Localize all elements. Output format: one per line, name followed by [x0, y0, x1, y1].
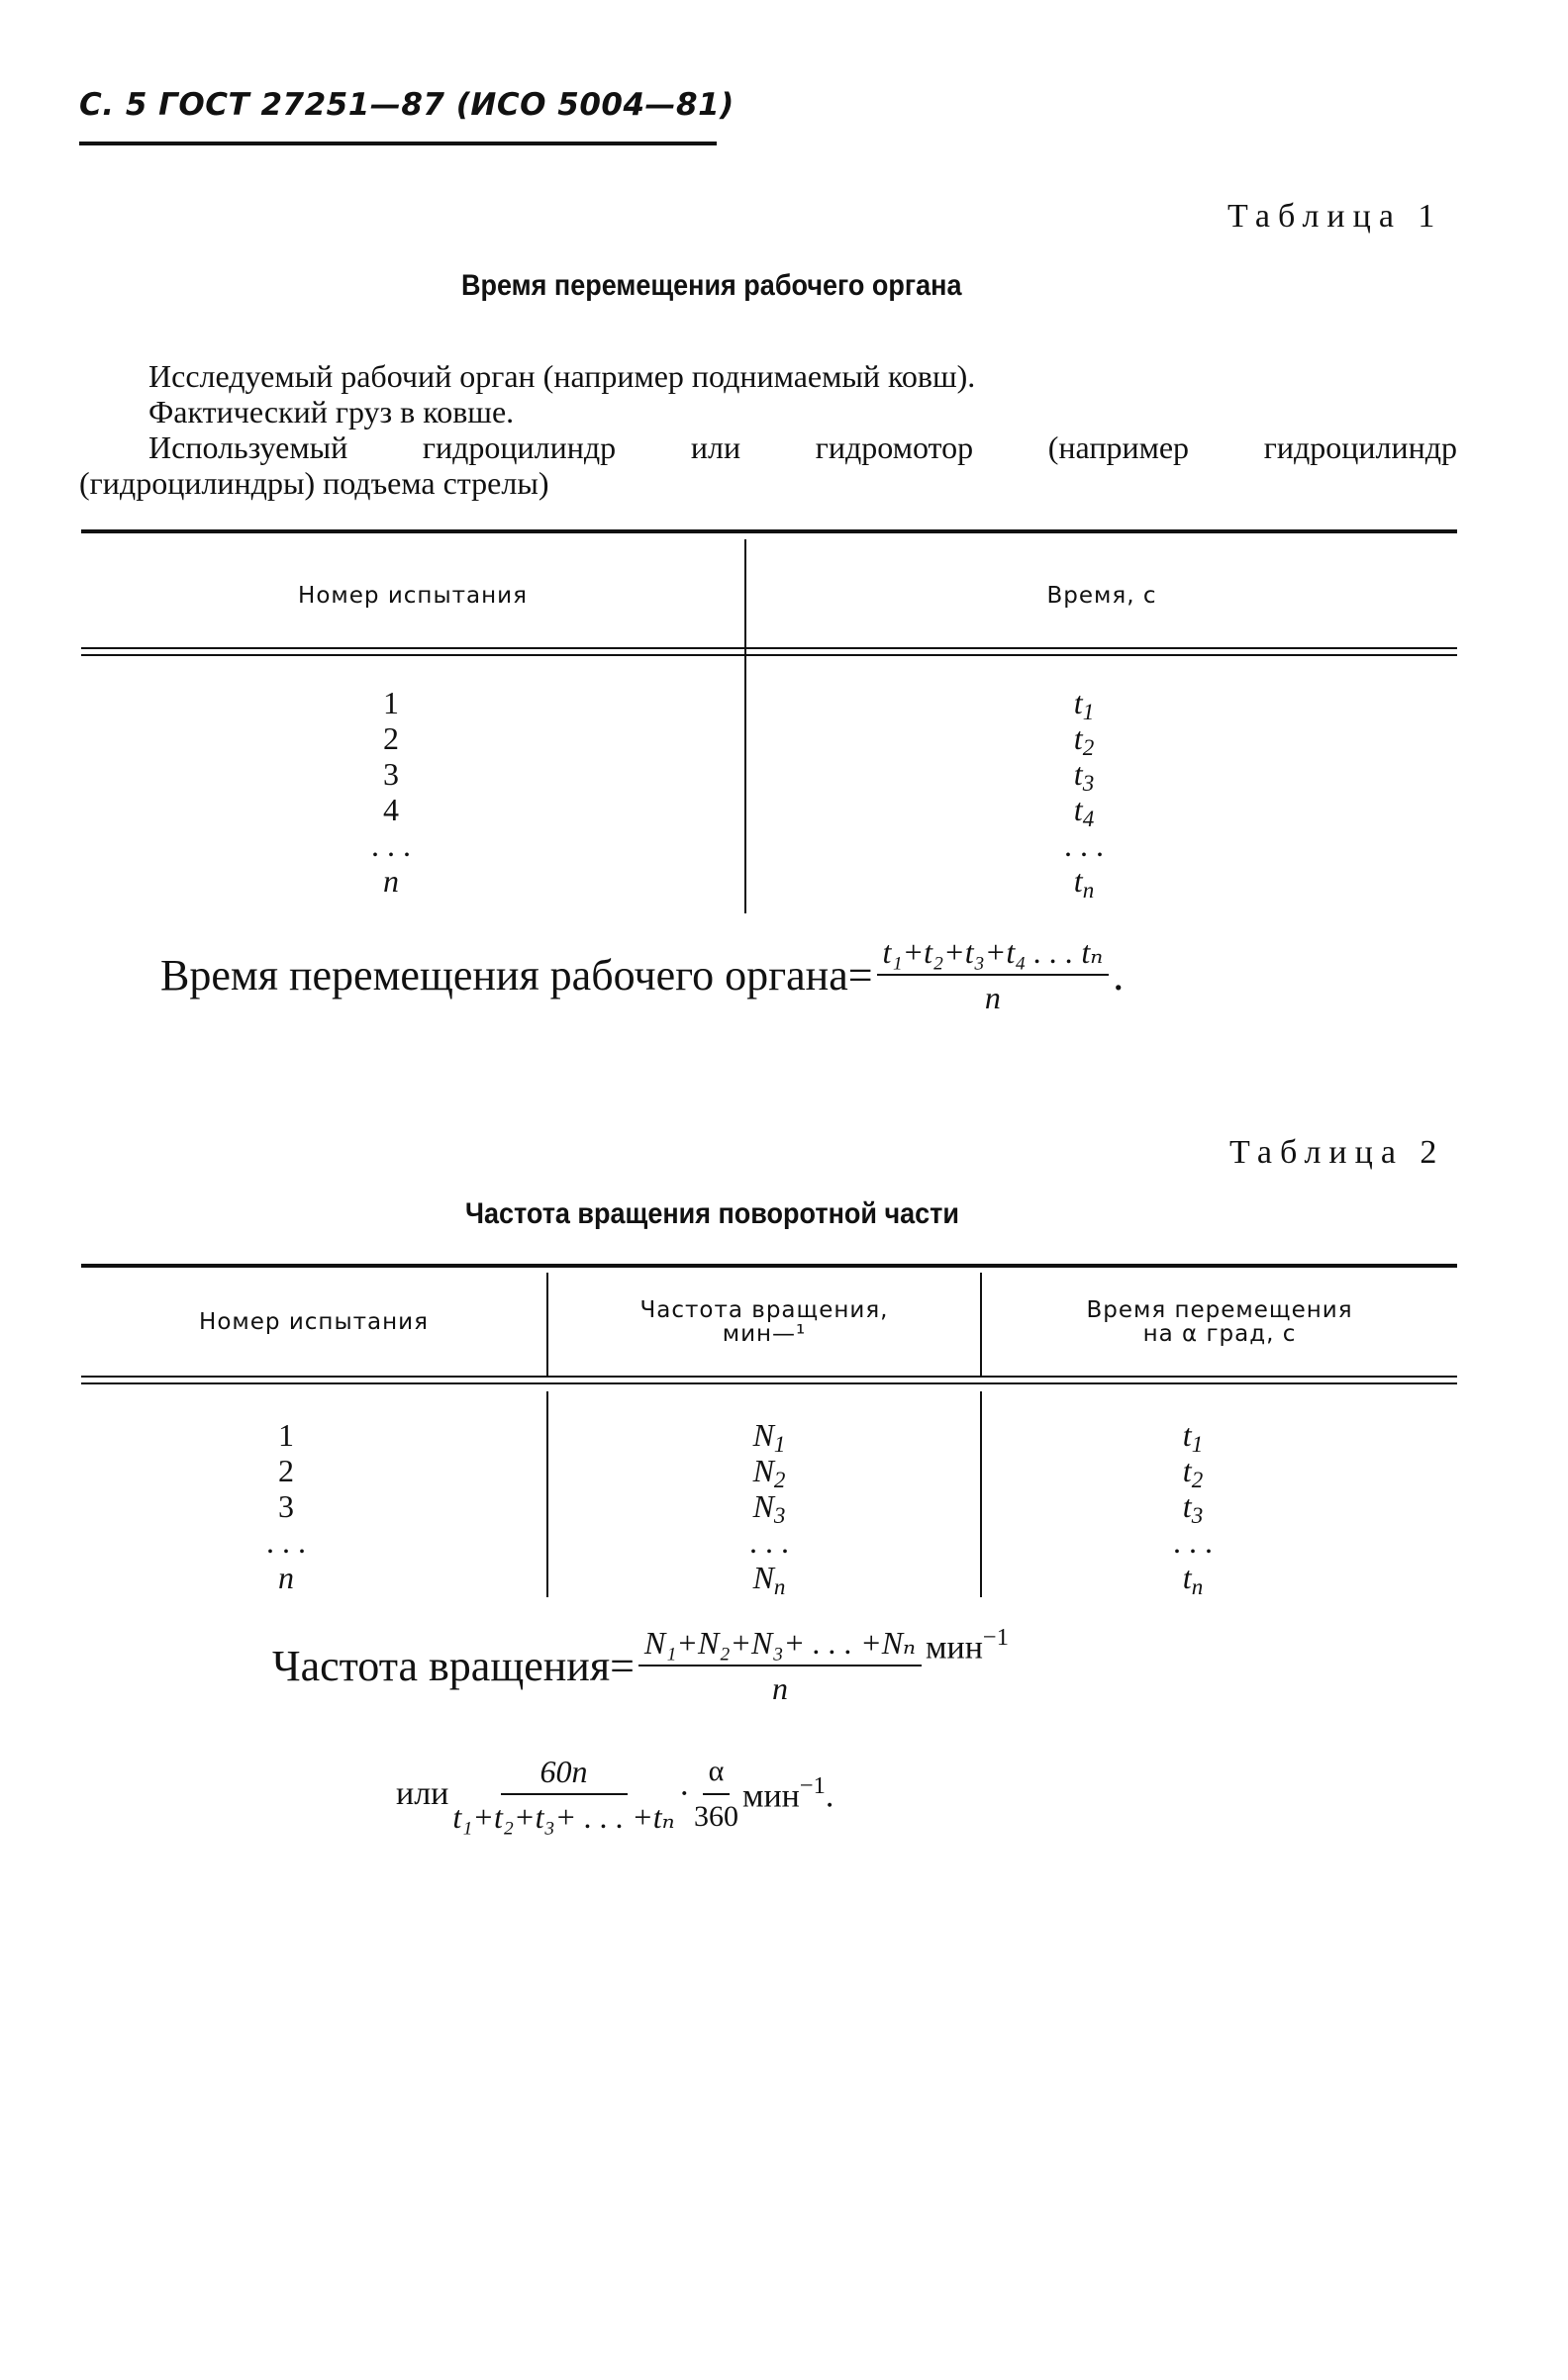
formula-unit: мин$^{-1}$. [741, 1772, 834, 1815]
intro-word: гидроцилиндр [422, 429, 617, 465]
table2-divider-1-body [546, 1391, 548, 1597]
formula-denominator: n [771, 1670, 788, 1706]
formula-numerator: N₁+N₂+N₃+ . . . +Nₙ [638, 1623, 922, 1666]
header-line: на α град, с [1142, 1321, 1297, 1347]
table1-name: Таблица 1 [1227, 198, 1443, 235]
test-number: 3 [278, 1488, 294, 1524]
frequency-value: $N_n$ [752, 1560, 786, 1599]
formula-unit: мин$^{-1}$ [926, 1624, 1009, 1666]
test-number: n [278, 1560, 294, 1595]
intro-word: или [690, 429, 741, 465]
table1-intro-line-2: Фактический груз в ковше. [148, 394, 515, 429]
intro-word: гидроцилиндр [1263, 429, 1457, 465]
table2-top-rule [81, 1264, 1457, 1268]
frequency-value: $N_3$ [752, 1488, 786, 1528]
formula-fraction [638, 1623, 922, 1708]
table1-title: Время перемещения рабочего органа [461, 269, 962, 302]
formula-denominator: t₁+t₂+t₃+ . . . +tₙ [452, 1799, 675, 1835]
test-number: 3 [383, 756, 399, 792]
time-value: $t_n$ [1182, 1560, 1204, 1599]
test-number: 1 [383, 685, 399, 720]
time-value: $t_1$ [1182, 1417, 1204, 1457]
table2-header-rule-1 [81, 1376, 1457, 1378]
time-value: $t_4$ [1073, 792, 1095, 831]
table1-header-rule-1 [81, 647, 1457, 649]
header-underline [79, 142, 717, 145]
table1-intro-line-1: Исследуемый рабочий орган (например поднимаемый ковш). [148, 358, 976, 394]
table2-header-rule-2 [81, 1382, 1457, 1384]
frequency-value: $N_1$ [752, 1417, 786, 1457]
test-number: 4 [383, 792, 399, 827]
frequency-value: $N_2$ [752, 1453, 786, 1492]
header-line: Время перемещения [1086, 1297, 1353, 1323]
test-number: 2 [383, 720, 399, 756]
formula-multiply-dot: · [678, 1775, 690, 1812]
table1-header-test-number: Номер испытания [298, 583, 528, 609]
intro-word: гидромотор [815, 429, 974, 465]
table2-divider-2-body [980, 1391, 982, 1597]
table1-time-column [1029, 685, 1138, 903]
formula-fraction [877, 932, 1110, 1017]
table2-test-number-column [232, 1417, 341, 1595]
time-value: $t_n$ [1073, 863, 1095, 903]
header-line: Частота вращения, [639, 1297, 889, 1323]
page-header: С. 5 ГОСТ 27251—87 (ИСО 5004—81) [79, 87, 735, 123]
table2-name: Таблица 2 [1229, 1134, 1445, 1171]
formula-angle-denominator: 360 [693, 1800, 738, 1833]
table2-formula-1 [272, 1623, 1009, 1708]
formula-label: Частота вращения [272, 1641, 611, 1690]
time-value: $t_3$ [1182, 1488, 1204, 1528]
header-line: мин—¹ [722, 1321, 807, 1347]
formula-denominator: n [984, 980, 1001, 1015]
test-number: n [383, 863, 399, 899]
table1-header-rule-2 [81, 654, 1457, 656]
table1-test-number-column [337, 685, 445, 899]
formula-equals: = [610, 1641, 635, 1690]
formula-prefix: или [396, 1775, 449, 1812]
table1-top-rule [81, 529, 1457, 533]
formula-fraction [452, 1752, 674, 1837]
formula-period: . [1113, 950, 1125, 1000]
intro-word: Используемый [148, 429, 348, 465]
time-value: $t_1$ [1073, 685, 1095, 724]
table1-intro-line-4: (гидроцилиндры) подъема стрелы) [79, 465, 549, 501]
frequency-ellipsis: . . . [749, 1524, 789, 1560]
test-number-ellipsis: . . . [266, 1524, 306, 1560]
time-value: $t_2$ [1182, 1453, 1204, 1492]
formula-equals: = [847, 950, 873, 1000]
formula-angle-numerator: α [703, 1752, 731, 1795]
time-value: $t_3$ [1073, 756, 1095, 796]
table2-formula-2 [396, 1752, 833, 1837]
test-number: 1 [278, 1417, 294, 1453]
intro-word: (например [1047, 429, 1190, 465]
table2-header-time [982, 1298, 1457, 1346]
table1-intro-line-3 [148, 429, 1457, 465]
formula-numerator: 60n [501, 1752, 628, 1795]
time-ellipsis: . . . [1064, 827, 1104, 863]
table1-header-time: Время, с [1046, 583, 1157, 609]
table2-header-frequency [548, 1298, 980, 1346]
table2-title: Частота вращения поворотной части [465, 1197, 960, 1230]
time-value: $t_2$ [1073, 720, 1095, 760]
formula-numerator: t₁+t₂+t₃+t₄ . . . tₙ [877, 932, 1110, 976]
formula-angle-fraction [694, 1752, 738, 1837]
test-number-ellipsis: . . . [371, 827, 411, 863]
formula-label: Время перемещения рабочего органа [160, 950, 848, 1000]
table2-header-test-number: Номер испытания [199, 1309, 429, 1335]
table2-time-column [1138, 1417, 1247, 1599]
table1-formula [160, 932, 1124, 1017]
time-ellipsis: . . . [1173, 1524, 1213, 1560]
table2-frequency-column [715, 1417, 824, 1599]
test-number: 2 [278, 1453, 294, 1488]
